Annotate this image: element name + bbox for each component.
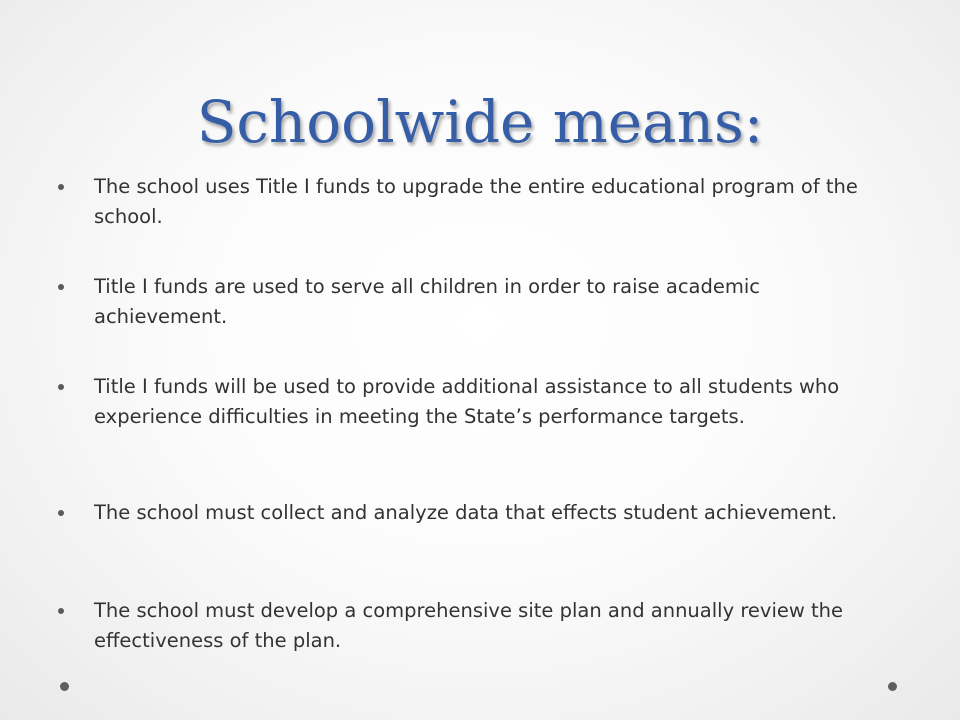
bullet-item: [58, 596, 878, 656]
bullet-item: [58, 372, 878, 432]
bullet-text: Title I funds will be used to provide additional assistance to all students who experience difficulties in meeting the State’s performance targets.: [94, 375, 840, 428]
bullet-icon: [58, 184, 64, 190]
bullet-icon: [58, 510, 64, 516]
bullet-item: [58, 498, 878, 528]
bullet-item: [58, 272, 878, 332]
decorative-dot-icon: [60, 682, 69, 691]
bullet-text: The school must develop a comprehensive site plan and annually review the effectiveness of the plan.: [94, 599, 844, 652]
decorative-dot-icon: [888, 682, 897, 691]
bullet-text: The school must collect and analyze data that effects student achievement.: [94, 501, 838, 524]
bullet-text: The school uses Title I funds to upgrade the entire educational program of the school.: [94, 175, 858, 228]
slide-title: Schoolwide means:: [196, 88, 764, 156]
bullet-item: [58, 172, 878, 232]
bullet-text: Title I funds are used to serve all children in order to raise academic achievement.: [94, 275, 760, 328]
bullet-icon: [58, 384, 64, 390]
bullet-icon: [58, 284, 64, 290]
bullet-icon: [58, 608, 64, 614]
